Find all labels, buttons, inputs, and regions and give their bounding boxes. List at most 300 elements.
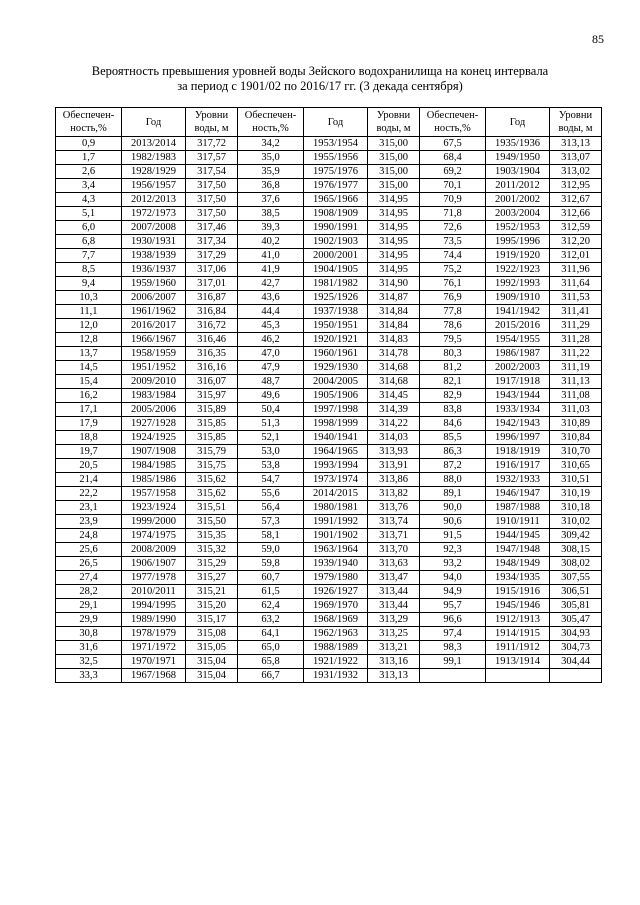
table-cell: 89,1: [420, 487, 486, 501]
table-cell: 1979/1980: [304, 571, 368, 585]
table-cell: 1968/1969: [304, 613, 368, 627]
table-cell: 70,9: [420, 193, 486, 207]
table-cell: 315,05: [186, 641, 238, 655]
table-row: [56, 389, 602, 403]
table-cell: 1992/1993: [486, 277, 550, 291]
table-cell: 22,2: [56, 487, 122, 501]
table-cell: 31,6: [56, 641, 122, 655]
table-cell: 310,70: [550, 445, 602, 459]
table-cell: 96,6: [420, 613, 486, 627]
table-cell: 69,2: [420, 165, 486, 179]
table-cell: 38,5: [238, 207, 304, 221]
table-cell: 1921/1922: [304, 655, 368, 669]
table-cell: 84,6: [420, 417, 486, 431]
table-cell: 49,6: [238, 389, 304, 403]
table-cell: 8,5: [56, 263, 122, 277]
table-cell: 1952/1953: [486, 221, 550, 235]
table-cell: 90,6: [420, 515, 486, 529]
table-cell: 310,18: [550, 501, 602, 515]
table-cell: 1926/1927: [304, 585, 368, 599]
table-cell: 1993/1994: [304, 459, 368, 473]
table-cell: 99,1: [420, 655, 486, 669]
table-cell: 52,1: [238, 431, 304, 445]
table-cell: 32,5: [56, 655, 122, 669]
table-cell: 1927/1928: [122, 417, 186, 431]
table-cell: 314,78: [368, 347, 420, 361]
table-cell: 307,55: [550, 571, 602, 585]
table-cell: 306,51: [550, 585, 602, 599]
table-row: [56, 291, 602, 305]
table-row: [56, 557, 602, 571]
table-cell: 63,2: [238, 613, 304, 627]
table-cell: 29,9: [56, 613, 122, 627]
table-cell: 1940/1941: [304, 431, 368, 445]
table-cell: 305,47: [550, 613, 602, 627]
table-cell: 1912/1913: [486, 613, 550, 627]
table-cell: 315,32: [186, 543, 238, 557]
table-cell: 58,1: [238, 529, 304, 543]
table-cell: 1903/1904: [486, 165, 550, 179]
page-number: 85: [592, 32, 604, 46]
table-cell: 64,1: [238, 627, 304, 641]
table-cell: 1972/1973: [122, 207, 186, 221]
table-cell: 48,7: [238, 375, 304, 389]
table-cell: 315,89: [186, 403, 238, 417]
table-cell: 1901/1902: [304, 529, 368, 543]
table-cell: 316,07: [186, 375, 238, 389]
table-row: [56, 249, 602, 263]
table-cell: 311,08: [550, 389, 602, 403]
table-cell: 18,8: [56, 431, 122, 445]
table-cell: 1985/1986: [122, 473, 186, 487]
table-cell: 310,02: [550, 515, 602, 529]
table-cell: 13,7: [56, 347, 122, 361]
table-cell: 1916/1917: [486, 459, 550, 473]
table-cell: 314,22: [368, 417, 420, 431]
table-cell: 94,0: [420, 571, 486, 585]
table-row: [56, 277, 602, 291]
table-cell: 1913/1914: [486, 655, 550, 669]
table-cell: 1943/1944: [486, 389, 550, 403]
table-cell: 317,01: [186, 277, 238, 291]
table-cell: 1946/1947: [486, 487, 550, 501]
table-row: [56, 221, 602, 235]
table-cell: 1956/1957: [122, 179, 186, 193]
table-cell: 1932/1933: [486, 473, 550, 487]
table-cell: 47,9: [238, 361, 304, 375]
table-cell: 315,00: [368, 179, 420, 193]
table-cell: 82,9: [420, 389, 486, 403]
table-row: [56, 627, 602, 641]
table-cell: 2009/2010: [122, 375, 186, 389]
table-cell: 315,79: [186, 445, 238, 459]
table-cell: 1909/1910: [486, 291, 550, 305]
table-cell: 315,00: [368, 165, 420, 179]
table-row: [56, 571, 602, 585]
table-cell: 33,3: [56, 669, 122, 683]
table-cell: 1960/1961: [304, 347, 368, 361]
table-row: [56, 193, 602, 207]
table-row: [56, 669, 602, 683]
table-cell: 315,08: [186, 627, 238, 641]
table-cell: 81,2: [420, 361, 486, 375]
table-cell: 1969/1970: [304, 599, 368, 613]
table-cell: 36,8: [238, 179, 304, 193]
table-cell: 1941/1942: [486, 305, 550, 319]
table-cell: 1923/1924: [122, 501, 186, 515]
table-cell: 317,57: [186, 151, 238, 165]
table-cell: 1961/1962: [122, 305, 186, 319]
table-cell: 42,7: [238, 277, 304, 291]
table-cell: 2003/2004: [486, 207, 550, 221]
table-cell: 1955/1956: [304, 151, 368, 165]
table-cell: 30,8: [56, 627, 122, 641]
table-cell: 313,93: [368, 445, 420, 459]
table-cell: 1922/1923: [486, 263, 550, 277]
table-cell: 1967/1968: [122, 669, 186, 683]
table-cell: 1963/1964: [304, 543, 368, 557]
table-cell: 312,20: [550, 235, 602, 249]
table-cell: 4,3: [56, 193, 122, 207]
table-cell: 1970/1971: [122, 655, 186, 669]
table-cell: 314,45: [368, 389, 420, 403]
table-cell: 57,3: [238, 515, 304, 529]
table-cell: 315,21: [186, 585, 238, 599]
table-cell: 1919/1920: [486, 249, 550, 263]
table-cell: 315,27: [186, 571, 238, 585]
table-cell: 311,19: [550, 361, 602, 375]
table-cell: 70,1: [420, 179, 486, 193]
table-cell: 1959/1960: [122, 277, 186, 291]
table-cell: 315,00: [368, 137, 420, 151]
table-cell: 59,0: [238, 543, 304, 557]
table-cell: 2002/2003: [486, 361, 550, 375]
table-cell: 28,2: [56, 585, 122, 599]
table-cell: 83,8: [420, 403, 486, 417]
table-cell: 1998/1999: [304, 417, 368, 431]
table-row: [56, 361, 602, 375]
table-cell: 2,6: [56, 165, 122, 179]
table-cell: 312,59: [550, 221, 602, 235]
table-cell: 1945/1946: [486, 599, 550, 613]
table-cell: 1915/1916: [486, 585, 550, 599]
table-cell: 41,0: [238, 249, 304, 263]
table-row: [56, 417, 602, 431]
table-row: [56, 319, 602, 333]
table-cell: 315,00: [368, 151, 420, 165]
column-header: Обеспечен-ность,%: [56, 108, 122, 137]
table-cell: 1977/1978: [122, 571, 186, 585]
table-cell: 59,8: [238, 557, 304, 571]
table-cell: 26,5: [56, 557, 122, 571]
table-cell: 1990/1991: [304, 221, 368, 235]
title-line-1: Вероятность превышения уровней воды Зейского водохранилища на конец интервала: [91, 64, 549, 78]
table-cell: 311,41: [550, 305, 602, 319]
table-cell: 317,34: [186, 235, 238, 249]
table-cell: 315,04: [186, 669, 238, 683]
table-cell: 316,87: [186, 291, 238, 305]
table-row: [56, 165, 602, 179]
table-cell: 1978/1979: [122, 627, 186, 641]
table-cell: 312,95: [550, 179, 602, 193]
table-cell: 313,70: [368, 543, 420, 557]
table-cell: 6,8: [56, 235, 122, 249]
table-cell: 35,0: [238, 151, 304, 165]
table-cell: 1954/1955: [486, 333, 550, 347]
table-cell: 317,72: [186, 137, 238, 151]
table-cell: 315,17: [186, 613, 238, 627]
table-cell: 1908/1909: [304, 207, 368, 221]
table-cell: 53,8: [238, 459, 304, 473]
table-cell: 315,50: [186, 515, 238, 529]
table-cell: 311,53: [550, 291, 602, 305]
table-cell: 314,95: [368, 221, 420, 235]
table-cell: 315,75: [186, 459, 238, 473]
table-cell: 312,01: [550, 249, 602, 263]
table-row: [56, 599, 602, 613]
table-row: [56, 151, 602, 165]
table-cell: 311,22: [550, 347, 602, 361]
table-cell: 1984/1985: [122, 459, 186, 473]
table-cell: 75,2: [420, 263, 486, 277]
table-row: [56, 263, 602, 277]
table-cell: 1996/1997: [486, 431, 550, 445]
table-cell: 313,44: [368, 599, 420, 613]
table-cell: 77,8: [420, 305, 486, 319]
table-cell: 1925/1926: [304, 291, 368, 305]
table-cell: 313,47: [368, 571, 420, 585]
table-row: [56, 515, 602, 529]
table-cell: 315,04: [186, 655, 238, 669]
table-cell: 91,5: [420, 529, 486, 543]
table-cell: [486, 669, 550, 683]
table-cell: 76,9: [420, 291, 486, 305]
table-cell: 23,9: [56, 515, 122, 529]
column-header: Обеспечен-ность,%: [238, 108, 304, 137]
table-cell: 74,4: [420, 249, 486, 263]
table-cell: 2005/2006: [122, 403, 186, 417]
column-header: Уровни воды, м: [550, 108, 602, 137]
table-cell: 35,9: [238, 165, 304, 179]
table-cell: 25,6: [56, 543, 122, 557]
table-cell: 1905/1906: [304, 389, 368, 403]
table-cell: 311,03: [550, 403, 602, 417]
table-cell: 1987/1988: [486, 501, 550, 515]
table-cell: 1929/1930: [304, 361, 368, 375]
table-cell: 1953/1954: [304, 137, 368, 151]
table-header-row: [56, 108, 602, 137]
table-cell: 1973/1974: [304, 473, 368, 487]
table-cell: 1907/1908: [122, 445, 186, 459]
table-cell: 2004/2005: [304, 375, 368, 389]
table-cell: 313,16: [368, 655, 420, 669]
table-cell: 67,5: [420, 137, 486, 151]
table-cell: 2010/2011: [122, 585, 186, 599]
table-cell: 316,72: [186, 319, 238, 333]
table-cell: 1910/1911: [486, 515, 550, 529]
table-row: [56, 431, 602, 445]
table-cell: 310,51: [550, 473, 602, 487]
table-cell: 314,95: [368, 249, 420, 263]
table-cell: 55,6: [238, 487, 304, 501]
table-cell: 313,86: [368, 473, 420, 487]
table-cell: 1966/1967: [122, 333, 186, 347]
table-cell: 1986/1987: [486, 347, 550, 361]
table-cell: 317,50: [186, 179, 238, 193]
table-cell: 46,2: [238, 333, 304, 347]
table-cell: 27,4: [56, 571, 122, 585]
table-cell: 34,2: [238, 137, 304, 151]
table-cell: 1934/1935: [486, 571, 550, 585]
table-cell: 82,1: [420, 375, 486, 389]
table-row: [56, 445, 602, 459]
table-cell: 314,87: [368, 291, 420, 305]
table-cell: 97,4: [420, 627, 486, 641]
table-cell: 315,85: [186, 431, 238, 445]
table-cell: 66,7: [238, 669, 304, 683]
table-cell: 2014/2015: [304, 487, 368, 501]
table-cell: 1902/1903: [304, 235, 368, 249]
table-cell: 23,1: [56, 501, 122, 515]
table-cell: 73,5: [420, 235, 486, 249]
table-cell: 316,46: [186, 333, 238, 347]
table-cell: 56,4: [238, 501, 304, 515]
table-cell: 14,5: [56, 361, 122, 375]
table-cell: 9,4: [56, 277, 122, 291]
table-cell: 304,73: [550, 641, 602, 655]
table-cell: 305,81: [550, 599, 602, 613]
table-cell: 47,0: [238, 347, 304, 361]
table-cell: 12,8: [56, 333, 122, 347]
table-cell: 313,13: [550, 137, 602, 151]
table-cell: 316,35: [186, 347, 238, 361]
table-cell: 93,2: [420, 557, 486, 571]
table-cell: 3,4: [56, 179, 122, 193]
table-row: [56, 375, 602, 389]
table-cell: 54,7: [238, 473, 304, 487]
table-cell: 1983/1984: [122, 389, 186, 403]
table-cell: 313,29: [368, 613, 420, 627]
table-cell: 308,02: [550, 557, 602, 571]
table-cell: 304,44: [550, 655, 602, 669]
column-header: Уровни воды, м: [186, 108, 238, 137]
table-cell: 313,25: [368, 627, 420, 641]
table-row: [56, 613, 602, 627]
table-cell: 311,29: [550, 319, 602, 333]
table-cell: 314,84: [368, 305, 420, 319]
table-cell: 94,9: [420, 585, 486, 599]
table-row: [56, 585, 602, 599]
table-cell: 1935/1936: [486, 137, 550, 151]
table-cell: 24,8: [56, 529, 122, 543]
table-cell: 1991/1992: [304, 515, 368, 529]
table-cell: 11,1: [56, 305, 122, 319]
table-cell: 43,6: [238, 291, 304, 305]
table-cell: 316,16: [186, 361, 238, 375]
table-cell: 1937/1938: [304, 305, 368, 319]
title-line-2: за период с 1901/02 по 2016/17 гг. (3 декада сентября): [177, 79, 463, 93]
table-cell: 1980/1981: [304, 501, 368, 515]
table-cell: 1988/1989: [304, 641, 368, 655]
table-cell: 79,5: [420, 333, 486, 347]
table-cell: 314,03: [368, 431, 420, 445]
table-cell: 1974/1975: [122, 529, 186, 543]
table-cell: 312,66: [550, 207, 602, 221]
table-cell: 314,83: [368, 333, 420, 347]
table-cell: 61,5: [238, 585, 304, 599]
table-cell: [550, 669, 602, 683]
table-cell: 315,62: [186, 487, 238, 501]
table-cell: 315,62: [186, 473, 238, 487]
table-cell: 313,82: [368, 487, 420, 501]
table-cell: 88,0: [420, 473, 486, 487]
table-row: [56, 403, 602, 417]
table-row: [56, 543, 602, 557]
table-cell: 12,0: [56, 319, 122, 333]
table-cell: 1938/1939: [122, 249, 186, 263]
table-cell: 86,3: [420, 445, 486, 459]
table-cell: 317,46: [186, 221, 238, 235]
table-row: [56, 137, 602, 151]
table-cell: 315,97: [186, 389, 238, 403]
table-cell: 313,07: [550, 151, 602, 165]
table-cell: 1904/1905: [304, 263, 368, 277]
table-cell: 2016/2017: [122, 319, 186, 333]
table-cell: 312,67: [550, 193, 602, 207]
table-cell: 315,35: [186, 529, 238, 543]
table-cell: 317,50: [186, 207, 238, 221]
table-row: [56, 207, 602, 221]
table-cell: 311,28: [550, 333, 602, 347]
table-cell: 315,85: [186, 417, 238, 431]
table-cell: 314,68: [368, 361, 420, 375]
table-cell: 68,4: [420, 151, 486, 165]
table-cell: 2011/2012: [486, 179, 550, 193]
table-cell: 5,1: [56, 207, 122, 221]
table-cell: 21,4: [56, 473, 122, 487]
table-cell: 44,4: [238, 305, 304, 319]
table-cell: 1962/1963: [304, 627, 368, 641]
table-cell: 314,95: [368, 207, 420, 221]
table-row: [56, 473, 602, 487]
table-row: [56, 641, 602, 655]
table-cell: 1995/1996: [486, 235, 550, 249]
table-cell: 1906/1907: [122, 557, 186, 571]
table-cell: 53,0: [238, 445, 304, 459]
table-cell: 316,84: [186, 305, 238, 319]
table-cell: 15,4: [56, 375, 122, 389]
table-cell: 314,39: [368, 403, 420, 417]
table-cell: 1975/1976: [304, 165, 368, 179]
table-cell: 17,1: [56, 403, 122, 417]
table-cell: 1964/1965: [304, 445, 368, 459]
table-cell: 304,93: [550, 627, 602, 641]
table-cell: 313,63: [368, 557, 420, 571]
table-cell: 1918/1919: [486, 445, 550, 459]
table-cell: 95,7: [420, 599, 486, 613]
table-cell: 317,54: [186, 165, 238, 179]
table-cell: 50,4: [238, 403, 304, 417]
table-cell: 37,6: [238, 193, 304, 207]
table-cell: 1911/1912: [486, 641, 550, 655]
probability-table: [55, 107, 602, 683]
table-cell: 1958/1959: [122, 347, 186, 361]
table-cell: 1942/1943: [486, 417, 550, 431]
table-cell: 313,76: [368, 501, 420, 515]
table-cell: 311,13: [550, 375, 602, 389]
table-cell: 6,0: [56, 221, 122, 235]
table-cell: 315,29: [186, 557, 238, 571]
